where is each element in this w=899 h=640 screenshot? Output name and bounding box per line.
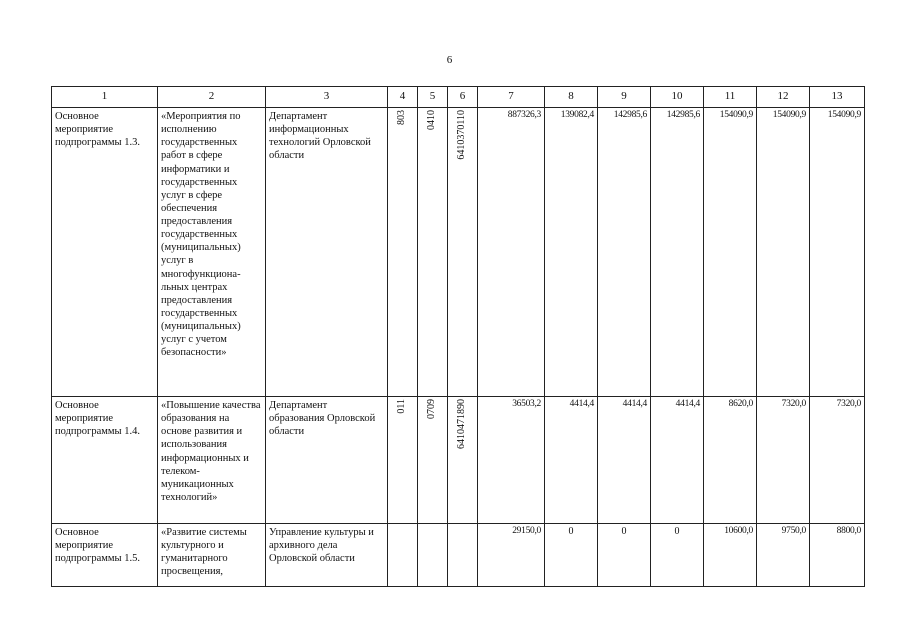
code-cell (448, 524, 478, 587)
description-cell: «Развитие системы культурного и гуманитарного просвещения, (158, 524, 266, 587)
description-cell: «Повышение качества образования на основе развития и использования информационных и телеком-муникационных технологий» (158, 397, 266, 524)
executor-cell: Управление культуры и архивного дела Орловской области (266, 524, 388, 587)
amount-cell: 9750,0 (757, 524, 810, 587)
amount-cell: 154090,9 (704, 108, 757, 397)
code-cell (418, 397, 448, 524)
column-header: 1 (52, 87, 158, 108)
activity-cell: Основное мероприятие подпрограммы 1.3. (52, 108, 158, 397)
code-text: 6410471890 (456, 399, 468, 449)
amount-cell: 142985,6 (651, 108, 704, 397)
amount-cell: 887326,3 (478, 108, 545, 397)
activity-cell: Основное мероприятие подпрограммы 1.5. (52, 524, 158, 587)
header-row (52, 87, 865, 108)
amount-cell: 8800,0 (810, 524, 865, 587)
code-text: 803 (396, 110, 408, 125)
column-header: 6 (448, 87, 478, 108)
code-text: 011 (396, 399, 408, 414)
column-header: 13 (810, 87, 865, 108)
activity-cell: Основное мероприятие подпрограммы 1.4. (52, 397, 158, 524)
code-text: 6410370110 (456, 110, 468, 160)
description-cell: «Мероприятия по исполнению государственных работ в сфере информатики и государственных услуг в сфере обеспечения предоставления государственных (муниципальных) услуг в многофункциона-льных центрах предоставления государственных (муниципальных) услуг с учетом безопасности» (158, 108, 266, 397)
amount-cell: 29150,0 (478, 524, 545, 587)
amount-cell: 10600,0 (704, 524, 757, 587)
code-cell (388, 397, 418, 524)
amount-cell: 154090,9 (810, 108, 865, 397)
column-header: 12 (757, 87, 810, 108)
code-cell (448, 108, 478, 397)
column-header: 2 (158, 87, 266, 108)
code-text: 0410 (426, 110, 438, 130)
executor-cell: Департамент образования Орловской области (266, 397, 388, 524)
amount-cell: 4414,4 (545, 397, 598, 524)
column-header: 5 (418, 87, 448, 108)
page-number: 6 (446, 54, 453, 66)
column-header: 7 (478, 87, 545, 108)
column-header: 10 (651, 87, 704, 108)
amount-cell: 139082,4 (545, 108, 598, 397)
amount-cell: 4414,4 (598, 397, 651, 524)
amount-cell: 154090,9 (757, 108, 810, 397)
table-row (52, 108, 865, 397)
column-header: 3 (266, 87, 388, 108)
column-header: 11 (704, 87, 757, 108)
code-cell (418, 108, 448, 397)
executor-cell: Департамент информационных технологий Орловской области (266, 108, 388, 397)
code-cell (448, 397, 478, 524)
amount-cell: 0 (598, 524, 651, 587)
amount-cell: 8620,0 (704, 397, 757, 524)
table-row (52, 524, 865, 587)
amount-cell: 4414,4 (651, 397, 704, 524)
column-header: 8 (545, 87, 598, 108)
amount-cell: 7320,0 (810, 397, 865, 524)
amount-cell: 0 (545, 524, 598, 587)
amount-cell: 36503,2 (478, 397, 545, 524)
budget-table (51, 86, 865, 587)
table-row (52, 397, 865, 524)
code-cell (388, 108, 418, 397)
code-text: 0709 (426, 399, 438, 419)
amount-cell: 142985,6 (598, 108, 651, 397)
amount-cell: 7320,0 (757, 397, 810, 524)
code-cell (388, 524, 418, 587)
column-header: 9 (598, 87, 651, 108)
amount-cell: 0 (651, 524, 704, 587)
code-cell (418, 524, 448, 587)
column-header: 4 (388, 87, 418, 108)
